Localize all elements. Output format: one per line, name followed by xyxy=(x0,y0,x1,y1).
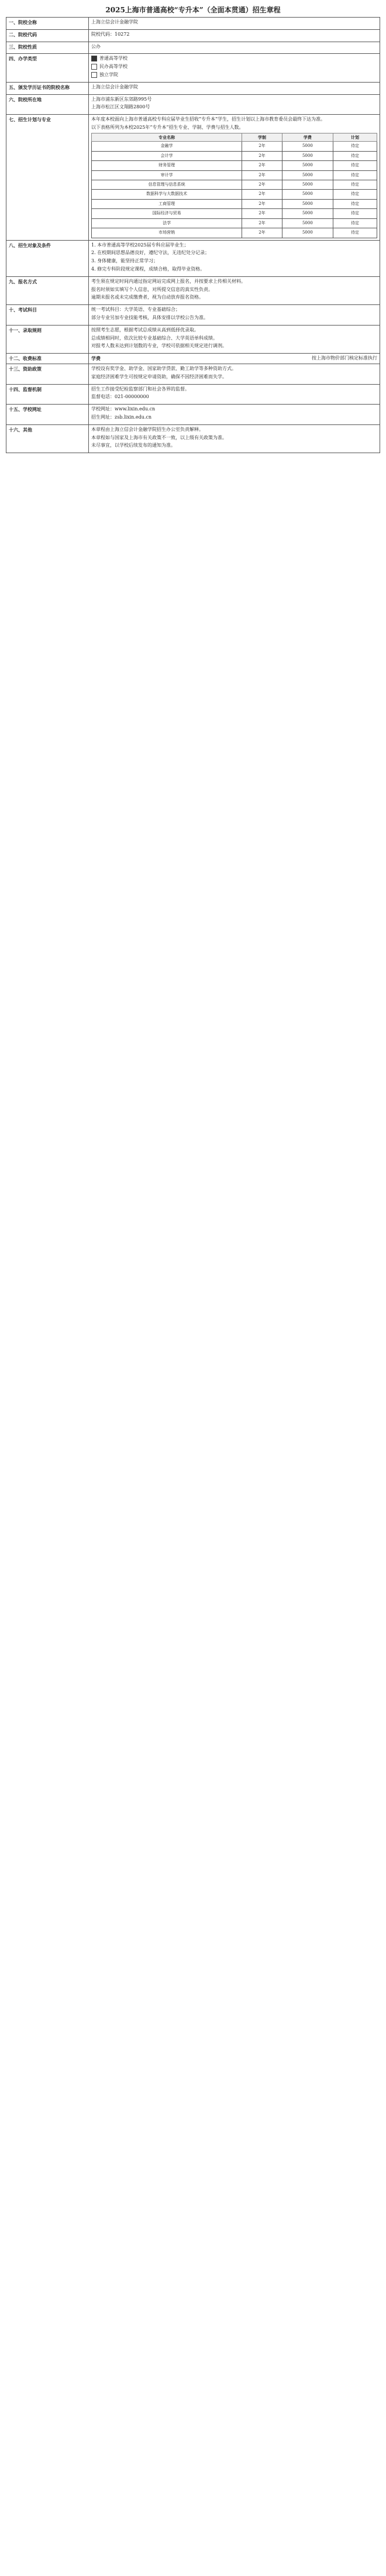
majors-cell: 待定 xyxy=(333,199,377,208)
section-label-text: 三、院校性质 xyxy=(9,43,37,50)
section-label xyxy=(6,354,89,364)
majors-cell: 5000 xyxy=(282,170,333,180)
section-label-text: 十一、录取规则 xyxy=(9,327,42,333)
majors-cell: 会计学 xyxy=(92,151,242,160)
section-line: 3. 身体健康，能坚持正常学习； xyxy=(91,258,158,264)
majors-cell: 2年 xyxy=(242,218,282,228)
majors-cell: 信息管理与信息系统 xyxy=(92,180,242,189)
checkbox-option[interactable] xyxy=(91,64,377,70)
section-label-text: 十、考试科目 xyxy=(9,307,37,313)
majors-cell: 5000 xyxy=(282,209,333,218)
majors-row xyxy=(92,151,377,160)
majors-header-row xyxy=(92,133,377,141)
section-row xyxy=(6,42,380,54)
section-row xyxy=(6,82,380,94)
section-content xyxy=(89,305,380,326)
majors-row xyxy=(92,161,377,170)
majors-cell: 5000 xyxy=(282,228,333,238)
section-line: 上海市松江区文翔路2800号 xyxy=(91,104,150,110)
section-label-text: 九、报名方式 xyxy=(9,278,37,285)
section-line: 家庭经济困难学生可按规定申请资助，确保不因经济困难而失学。 xyxy=(91,374,227,379)
section-label xyxy=(6,325,89,353)
section-row xyxy=(6,18,380,30)
majors-cell: 5000 xyxy=(282,218,333,228)
section-line: 统一考试科目：大学英语、专业基础综合； xyxy=(91,307,180,313)
majors-cell: 5000 xyxy=(282,161,333,170)
section-content xyxy=(89,54,380,82)
section-line: 对报考人数未达到计划数的专业，学校可依据相关规定进行调剂。 xyxy=(91,343,227,349)
section-content xyxy=(89,42,380,54)
fee-left: 学费 xyxy=(91,355,101,362)
checkbox-option[interactable] xyxy=(91,72,377,78)
section-label xyxy=(6,42,89,54)
section-label xyxy=(6,384,89,405)
section-label xyxy=(6,54,89,82)
majors-row xyxy=(92,199,377,208)
majors-cell: 2年 xyxy=(242,161,282,170)
fee-row xyxy=(91,355,377,362)
majors-cell: 2年 xyxy=(242,180,282,189)
section-line: 考生须在规定时间内通过指定网站完成网上报名，并按要求上传相关材料。 xyxy=(91,278,246,284)
section-label-text: 十四、监督机制 xyxy=(9,386,42,392)
section-label xyxy=(6,276,89,304)
section-label xyxy=(6,29,89,42)
majors-row xyxy=(92,209,377,218)
section-row xyxy=(6,354,380,364)
section-label xyxy=(6,305,89,326)
checkbox-icon[interactable] xyxy=(91,72,97,78)
section-line: 未尽事宜，以学校后续发布的通知为准。 xyxy=(91,443,175,448)
section-row xyxy=(6,115,380,240)
majors-cell: 金融学 xyxy=(92,142,242,151)
section-label-text: 十二、收费标准 xyxy=(9,355,42,362)
section-line: 招生工作接受纪检监察部门和社会各界的监督。 xyxy=(91,386,189,392)
section-line: 部分专业另加专业技能考核，具体安排以学校公告为准。 xyxy=(91,314,208,320)
section-content xyxy=(89,405,380,425)
section-content xyxy=(89,29,380,42)
document-page xyxy=(6,5,380,453)
checkbox-label: 普通高等学校 xyxy=(99,56,127,61)
section-line: 2. 在校期间思想品德良好，遵纪守法，无违纪处分记录； xyxy=(91,250,210,256)
majors-cell: 5000 xyxy=(282,180,333,189)
section-line: 本年度本校面向上海市普通高校专科应届毕业生招收“专升本”学生，招生计划以上海市教育委员会最终下达为准。 xyxy=(91,117,326,122)
section-label xyxy=(6,364,89,384)
majors-cell: 2年 xyxy=(242,199,282,208)
section-label xyxy=(6,405,89,425)
section-row xyxy=(6,276,380,304)
section-line: 总成绩相同时，依次比较专业基础综合、大学英语单科成绩。 xyxy=(91,335,218,341)
section-label xyxy=(6,94,89,115)
majors-cell: 待定 xyxy=(333,209,377,218)
majors-cell: 待定 xyxy=(333,180,377,189)
section-label xyxy=(6,240,89,276)
section-line: 学校网址：www.lixin.edu.cn xyxy=(91,406,156,412)
section-label-text: 六、院校所在地 xyxy=(9,96,42,102)
checkbox-label: 独立学院 xyxy=(99,71,118,77)
section-label-text: 十六、其他 xyxy=(9,426,32,433)
majors-cell: 2年 xyxy=(242,151,282,160)
majors-cell: 5000 xyxy=(282,151,333,160)
section-label-text: 十五、学校网址 xyxy=(9,406,42,413)
section-row xyxy=(6,364,380,384)
majors-cell: 5000 xyxy=(282,199,333,208)
section-line: 1. 本市普通高等学校2025届专科应届毕业生； xyxy=(91,242,189,248)
section-label xyxy=(6,82,89,94)
admissions-tbody xyxy=(6,18,380,453)
section-label-text: 二、院校代码 xyxy=(9,31,37,37)
section-label-text: 七、招生计划与专业 xyxy=(9,117,51,123)
section-content xyxy=(89,364,380,384)
section-label-text: 五、颁发学历证书的院校名称 xyxy=(9,84,70,90)
majors-row xyxy=(92,142,377,151)
section-content xyxy=(89,240,380,276)
majors-header-cell: 专业名称 xyxy=(92,133,242,141)
section-line: 上海市浦东新区东郊路995号 xyxy=(91,96,152,102)
section-text: 院校代码：10272 xyxy=(91,31,130,37)
section-text: 上海立信会计金融学院 xyxy=(91,19,138,25)
section-line: 4. 修完专科阶段规定课程，成绩合格，取得毕业资格。 xyxy=(91,266,205,272)
majors-cell: 2年 xyxy=(242,209,282,218)
checkbox-label: 民办高等学校 xyxy=(99,64,127,70)
section-line: 以下表格所列为本校2025年“专升本”招生专业、学制、学费与招生人数。 xyxy=(91,124,244,130)
majors-cell: 2年 xyxy=(242,142,282,151)
section-row xyxy=(6,54,380,82)
section-content xyxy=(89,325,380,353)
section-label xyxy=(6,115,89,240)
majors-cell: 审计学 xyxy=(92,170,242,180)
section-label xyxy=(6,424,89,453)
majors-cell: 2年 xyxy=(242,228,282,238)
section-row xyxy=(6,384,380,405)
majors-header-cell: 计划 xyxy=(333,133,377,141)
document-title: 2025上海市普通高校“专升本”（全面本贯通）招生章程 xyxy=(105,6,281,14)
section-row xyxy=(6,305,380,326)
majors-table xyxy=(91,133,377,238)
section-text: 公办 xyxy=(91,43,101,49)
section-content xyxy=(89,384,380,405)
section-line: 逾期未报名或未完成缴费者，视为自动放弃报名资格。 xyxy=(91,294,204,300)
section-line: 监督电话：021-00000000 xyxy=(91,394,149,400)
majors-cell: 待定 xyxy=(333,161,377,170)
majors-cell: 待定 xyxy=(333,142,377,151)
majors-row xyxy=(92,180,377,189)
section-row xyxy=(6,94,380,115)
fee-right: 按上海市物价部门核定标准执行 xyxy=(312,355,377,361)
section-line: 本章程如与国家及上海市有关政策不一致，以上级有关政策为准。 xyxy=(91,434,227,440)
section-row xyxy=(6,325,380,353)
majors-cell: 财务管理 xyxy=(92,161,242,170)
majors-cell: 待定 xyxy=(333,190,377,199)
majors-header-cell: 学制 xyxy=(242,133,282,141)
section-content xyxy=(89,115,380,240)
majors-cell: 工商管理 xyxy=(92,199,242,208)
checkbox-icon[interactable] xyxy=(91,56,97,61)
majors-cell: 法学 xyxy=(92,218,242,228)
admissions-table xyxy=(6,17,380,453)
majors-cell: 待定 xyxy=(333,228,377,238)
section-content xyxy=(89,82,380,94)
majors-cell: 国际经济与贸易 xyxy=(92,209,242,218)
majors-cell: 待定 xyxy=(333,170,377,180)
majors-row xyxy=(92,170,377,180)
section-label-text: 四、办学类型 xyxy=(9,56,37,62)
majors-cell: 2年 xyxy=(242,170,282,180)
section-text: 上海立信会计金融学院 xyxy=(91,84,138,90)
section-label xyxy=(6,18,89,30)
section-content xyxy=(89,424,380,453)
section-content xyxy=(89,276,380,304)
section-content xyxy=(89,354,380,364)
section-line: 按照考生志愿，根据考试总成绩从高到低择优录取。 xyxy=(91,327,199,333)
section-row xyxy=(6,240,380,276)
majors-row xyxy=(92,190,377,199)
majors-cell: 5000 xyxy=(282,190,333,199)
section-line: 报名时须如实填写个人信息，对所提交信息的真实性负责。 xyxy=(91,286,213,292)
majors-cell: 2年 xyxy=(242,190,282,199)
section-content xyxy=(89,18,380,30)
section-label-text: 八、招生对象及条件 xyxy=(9,242,51,248)
section-label-text: 一、院校全称 xyxy=(9,19,37,25)
majors-cell: 5000 xyxy=(282,142,333,151)
checkbox-option[interactable] xyxy=(91,56,377,62)
section-line: 学校设有奖学金、助学金、国家助学贷款、勤工助学等多种资助方式。 xyxy=(91,365,236,371)
majors-cell: 市场营销 xyxy=(92,228,242,238)
section-content xyxy=(89,94,380,115)
majors-header-cell: 学费 xyxy=(282,133,333,141)
majors-row xyxy=(92,228,377,238)
section-label-text: 十三、资助政策 xyxy=(9,365,42,372)
majors-cell: 数据科学与大数据技术 xyxy=(92,190,242,199)
section-row xyxy=(6,424,380,453)
section-row xyxy=(6,405,380,425)
section-row xyxy=(6,29,380,42)
section-line: 本章程由上海立信会计金融学院招生办公室负责解释。 xyxy=(91,426,204,432)
checkbox-icon[interactable] xyxy=(91,64,97,70)
section-line: 招生网址：zsb.lixin.edu.cn xyxy=(91,414,152,420)
majors-cell: 待定 xyxy=(333,218,377,228)
majors-row xyxy=(92,218,377,228)
majors-cell: 待定 xyxy=(333,151,377,160)
